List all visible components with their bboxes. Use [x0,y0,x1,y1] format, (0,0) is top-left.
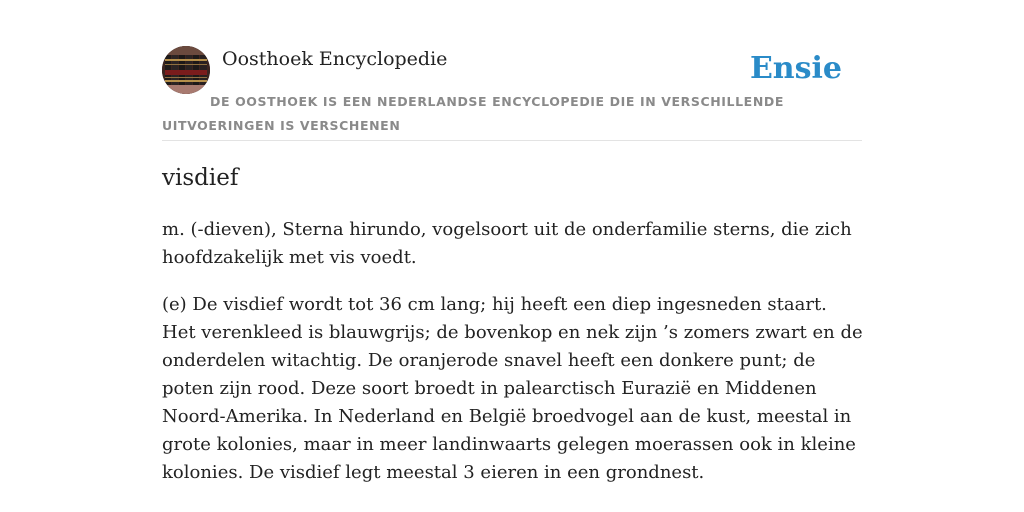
entry-title: visdief [162,165,239,191]
entry-description: (e) De visdief wordt tot 36 cm lang; hij heeft een diep ingesneden staart. Het verenkleed is blauwgrijs; de bovenkop en nek zijn ’s zomers zwart en de onderdelen witachtig. De oranjerode snavel heeft een donkere punt; de poten zijn rood. Deze soort broedt in palearctisch Eurazië en Middenen Noord-Amerika. In Nederland en België broedvogel aan de kust, meestal in grote kolonies, maar in meer landinwaarts gelegen moerassen ook in kleine kolonies. De visdief legt meestal 3 eieren in een grondnest. [162,294,863,483]
site-title[interactable]: Oosthoek Encyclopedie [222,48,448,70]
site-tagline: DE OOSTHOEK IS EEN NEDERLANDSE ENCYCLOPEDIE DIE IN VERSCHILLENDE UITVOERINGEN IS VERSCHENEN [162,94,784,133]
entry-content [162,216,864,506]
avatar[interactable] [162,46,210,94]
brand-logo[interactable]: Ensie [749,51,842,86]
entry-definition: m. (-dieven), Sterna hirundo, vogelsoort uit de onderfamilie sterns, die zich hoofdzakelijk met vis voedt. [162,219,852,268]
encyclopedia-books-icon [162,46,210,94]
header [162,44,862,141]
